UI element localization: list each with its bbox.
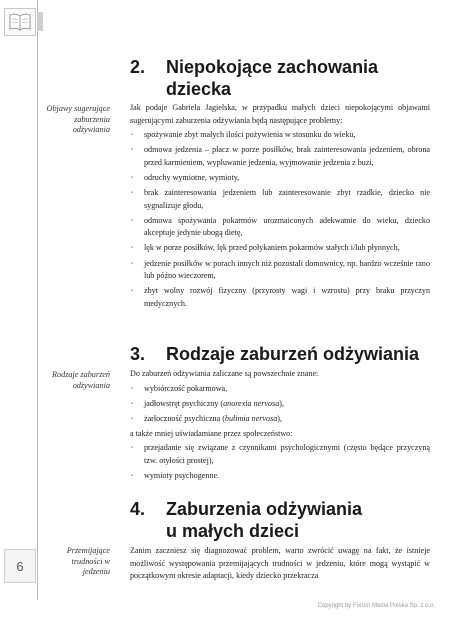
section-3-list-extra [130, 442, 430, 482]
section-4-number: 4. [130, 499, 146, 519]
section-4-paragraph: Zanim zaczniesz się diagnozować problem, warto zwrócić uwagę na fakt, że istnieje możliwość występowania przemijających trudności w jedzeniu, które mogą wystąpić w początkowym okresie adaptacji, kiedy dziecko przekracza [130, 546, 430, 581]
list-item: ▪ wybiórczość pokarmowa, [130, 383, 430, 396]
copyright-note: Copyright by Forum Media Polska Sp. z o.o. [317, 603, 435, 609]
section-3-side-label: Rodzaje zaburzeń odżywiania [52, 370, 110, 390]
list-item: ▪ odmowa jedzenia – płacz w porze posiłków, brak zainteresowania jedzeniem, obrona przed karmieniem, wypluwanie jedzenia, wyjmowanie jedzenia z buzi, [130, 144, 430, 169]
margin-rule [37, 0, 38, 600]
section-2-intro: Jak podaje Gabriela Jagielska, w przypadku małych dzieci niepokojącymi objawami sugerującymi zaburzenia odżywiania będą następujące problemy: [130, 103, 430, 125]
list-item: ▪ jedzenie posiłków w porach innych niż pozostali domownicy, np. bardzo wcześnie rano lub późno wieczorem, [130, 258, 430, 283]
section-4-title-line1: Zaburzenia odżywiania [166, 499, 363, 519]
list-item: ▪ jadłowstręt psychiczny (anorexia nervosa), [130, 398, 430, 411]
section-2-title-line2: dziecka [166, 79, 232, 99]
section-2-number: 2. [130, 57, 146, 77]
list-item: ▪ odruchy wymiotne, wymioty, [130, 172, 430, 185]
list-item: ▪ żarłoczność psychiczna (bulimia nervosa), [130, 413, 430, 426]
list-item: ▪ zbyt wolny rozwój fizyczny (przyrosty wagi i wzrostu) przy braku przyczyn medycznych. [130, 285, 430, 310]
list-item: ▪ spożywanie zbyt małych ilości pożywienia w stosunku do wieku, [130, 129, 430, 142]
section-3-middle: a także mniej uświadamiane przez społeczeństwo: [130, 428, 293, 438]
section-4-title-line2: u małych dzieci [166, 521, 300, 541]
section-3-number: 3. [130, 344, 146, 364]
page-number: 6 [4, 549, 36, 583]
section-3-heading [130, 343, 430, 365]
section-3-title: Rodzaje zaburzeń odżywiania [166, 344, 420, 364]
list-item: ▪ odmowa spożywania pokarmów urozmaiconych adekwatnie do wieku, dziecko akceptuje jedynie ubogą dietę, [130, 215, 430, 240]
section-4-heading [130, 498, 430, 542]
section-2-body [130, 102, 430, 313]
section-3-list [130, 383, 430, 426]
section-3-body [130, 368, 430, 485]
margin-tab [37, 12, 43, 31]
section-3-intro: Do zaburzeń odżywiania zaliczane są powszechnie znane: [130, 369, 319, 378]
section-4-body [130, 545, 430, 583]
list-item: ▪ lęk w porze posiłków, lęk przed połykaniem pokarmów stałych i/lub płynnych, [130, 242, 430, 255]
section-2-heading [130, 56, 430, 100]
book-icon [4, 8, 36, 36]
list-item: ▪ wymioty psychogenne. [130, 470, 430, 483]
section-2-title-line1: Niepokojące zachowania [166, 57, 379, 77]
list-item: ▪ przejadanie się związane z czynnikami psychologicznymi (często będące przyczyną tzw. otyłości prostej), [130, 442, 430, 467]
section-4-side-label: Przemijające trudności w jedzeniu [66, 546, 110, 576]
list-item: ▪ brak zainteresowania jedzeniem lub zainteresowanie zbyt rzadkie, dziecko nie sygnalizuje głodu, [130, 187, 430, 212]
section-2-side-label: Objawy sugerujące zaburzenia odżywiania [46, 104, 110, 134]
section-2-list [130, 129, 430, 310]
